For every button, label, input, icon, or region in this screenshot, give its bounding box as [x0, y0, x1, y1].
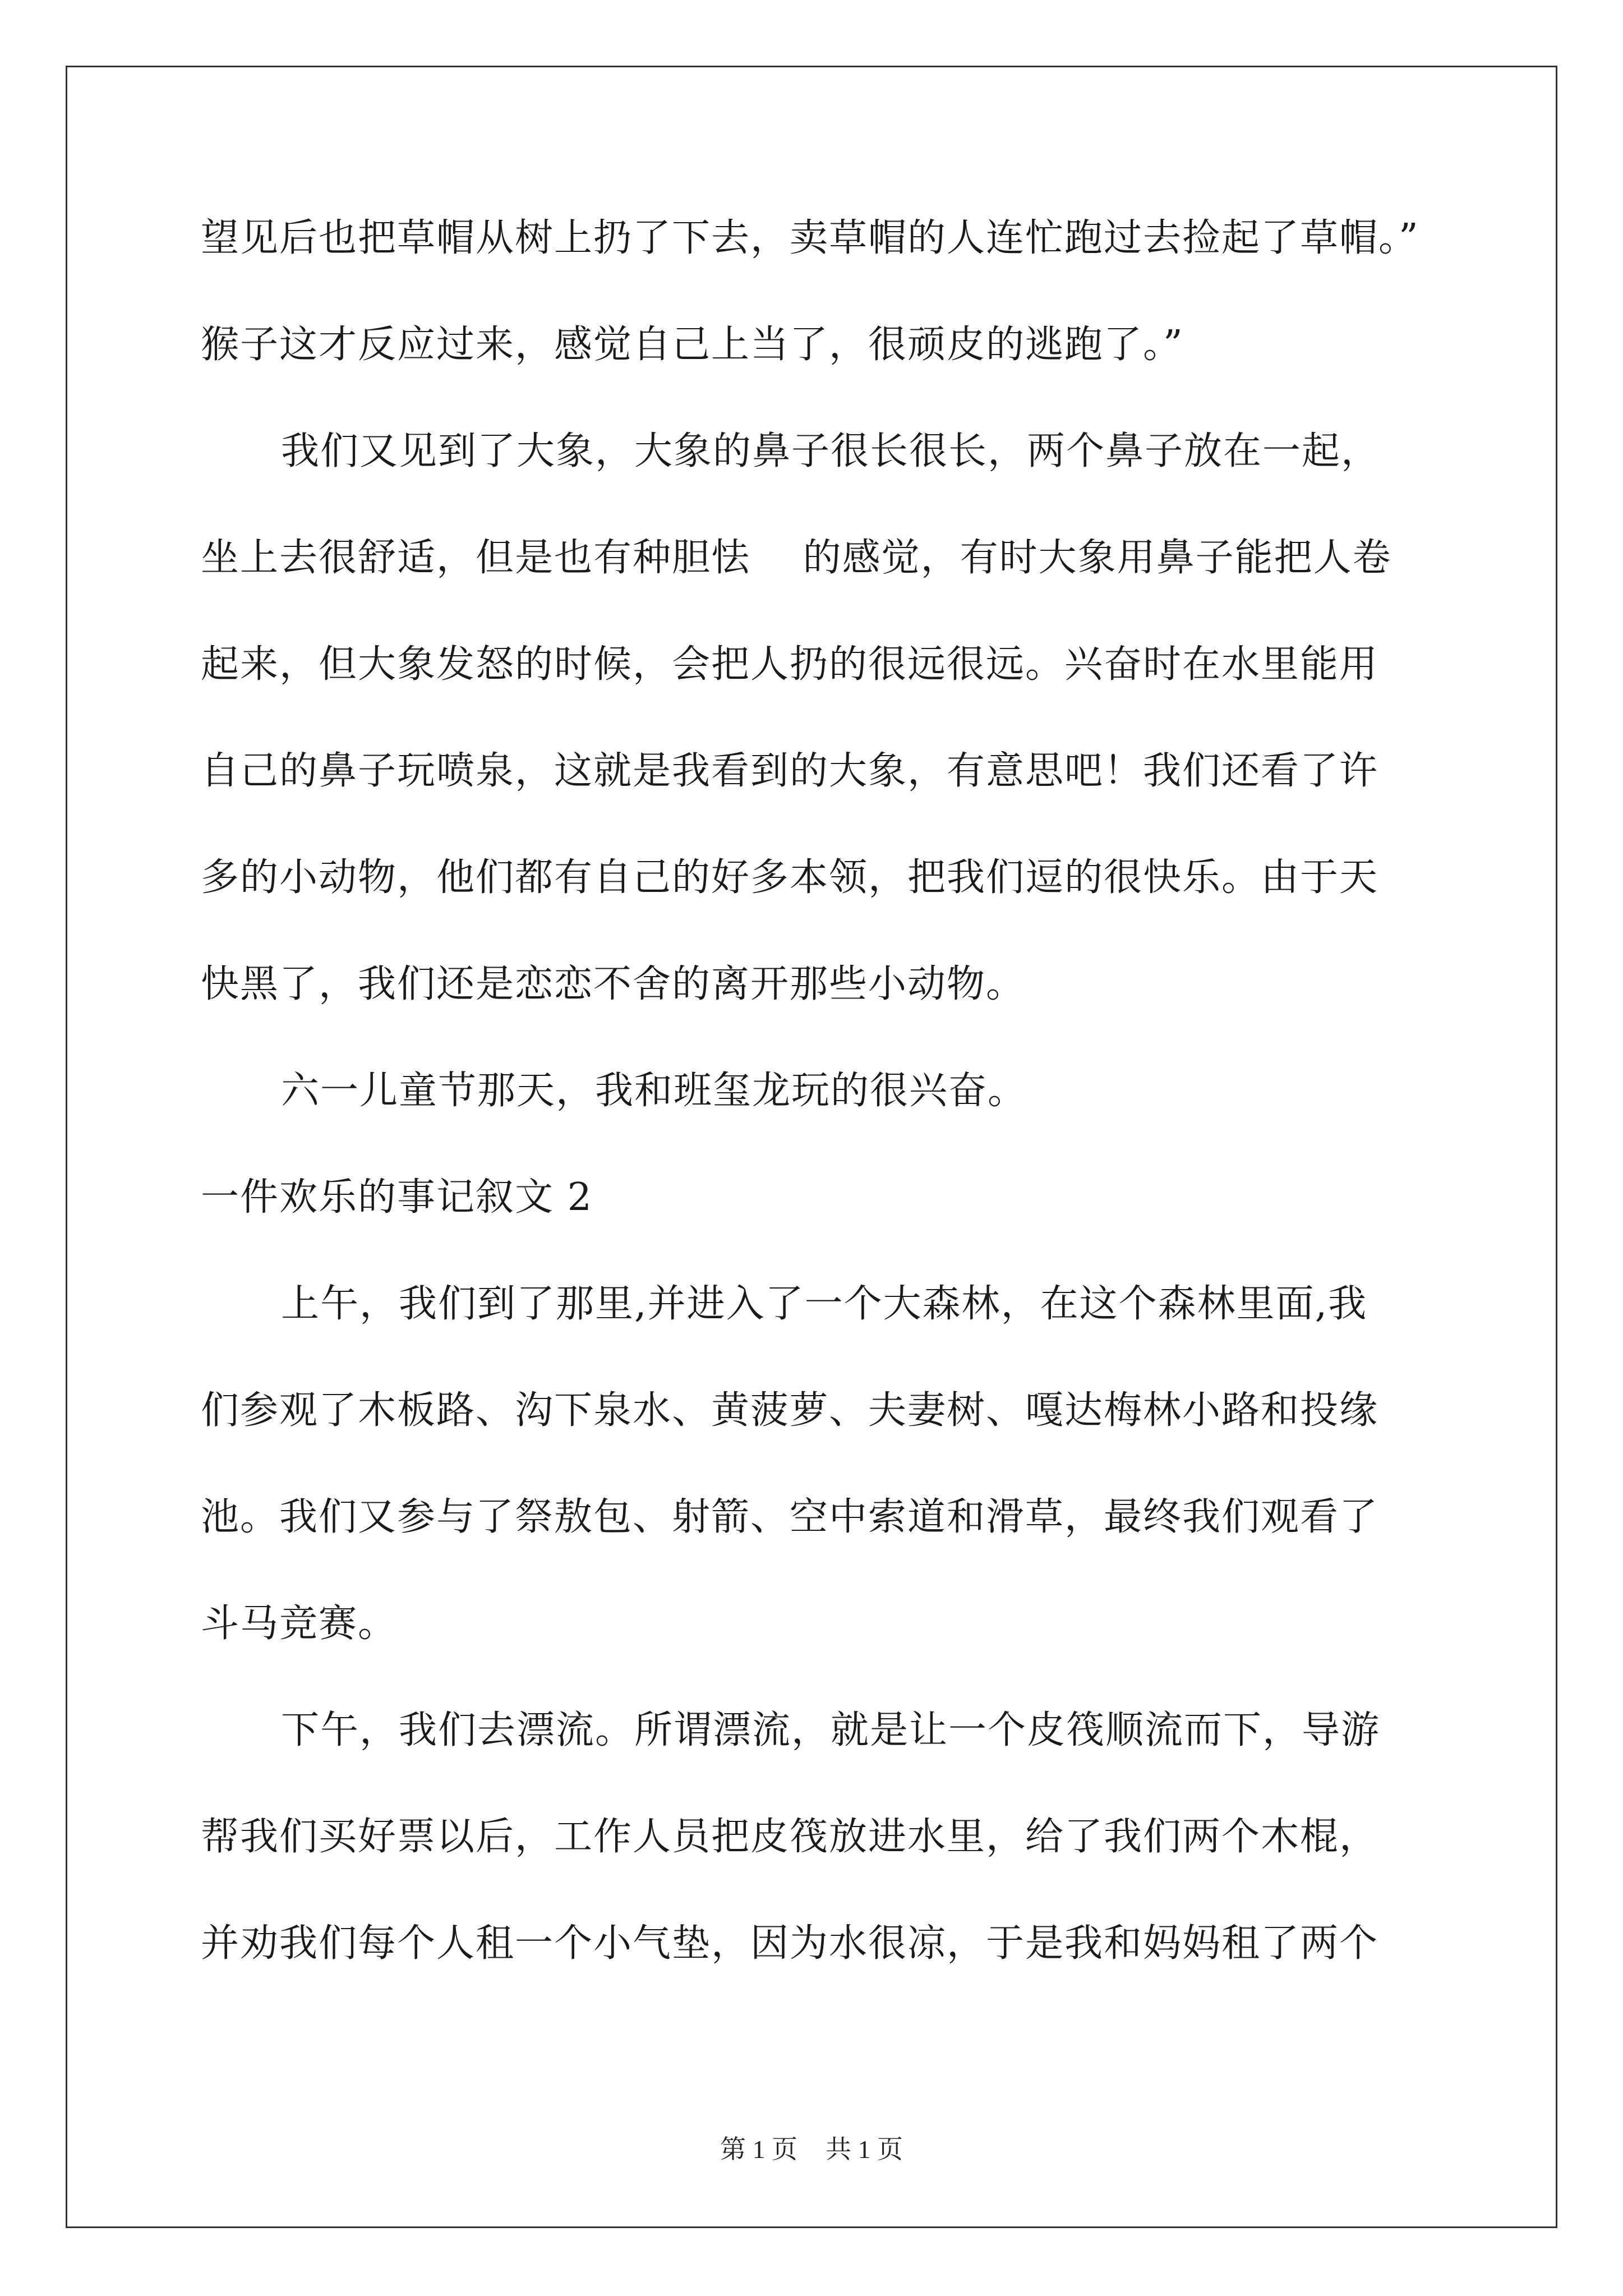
- text-line-1: 望见后也把草帽从树上扔了下去，卖草帽的人连忙跑过去捡起了草帽。”: [201, 216, 1419, 260]
- text-line-6: 自己的鼻子玩喷泉，这就是我看到的大象，有意思吧！我们还看了许: [201, 749, 1379, 793]
- page-total: 共 1 页: [826, 2135, 903, 2164]
- text-line-16: 帮我们买好票以后，工作人员把皮筏放进水里，给了我们两个木棍，: [201, 1815, 1379, 1859]
- text-line-17: 并劝我们每个人租一个小气垫，因为水很凉，于是我和妈妈租了两个: [201, 1921, 1379, 1966]
- page-number: 第 1 页: [720, 2135, 797, 2164]
- page-footer: [0, 2129, 1623, 2166]
- text-line-3: 我们又见到了大象，大象的鼻子很长很长，两个鼻子放在一起，: [281, 429, 1381, 473]
- text-line-15: 下午，我们去漂流。所谓漂流，就是让一个皮筏顺流而下，导游: [281, 1708, 1381, 1752]
- text-line-8: 快黑了，我们还是恋恋不舍的离开那些小动物。: [201, 962, 1026, 1006]
- text-line-11: 上午，我们到了那里,并进入了一个大森林，在这个森林里面,我: [281, 1282, 1368, 1326]
- document-body: [201, 202, 1429, 2014]
- text-line-14: 斗马竞赛。: [201, 1602, 398, 1646]
- text-line-7: 多的小动物，他们都有自己的好多本领，把我们逗的很快乐。由于天: [201, 855, 1379, 900]
- text-line-2: 猴子这才反应过来，感觉自己上当了，很顽皮的逃跑了。”: [201, 323, 1184, 367]
- text-line-12: 们参观了木板路、沟下泉水、黄菠萝、夫妻树、嘎达梅林小路和投缘: [201, 1388, 1379, 1433]
- text-line-4: 坐上去很舒适，但是也有种胆怯 的感觉，有时大象用鼻子能把人卷: [201, 536, 1392, 580]
- text-line-9: 六一儿童节那天，我和班玺龙玩的很兴奋。: [281, 1069, 1027, 1113]
- text-line-5: 起来，但大象发怒的时候，会把人扔的很远很远。兴奋时在水里能用: [201, 642, 1379, 687]
- section-heading: 一件欢乐的事记叙文 2: [201, 1175, 593, 1220]
- text-line-13: 池。我们又参与了祭敖包、射箭、空中索道和滑草，最终我们观看了: [201, 1495, 1379, 1539]
